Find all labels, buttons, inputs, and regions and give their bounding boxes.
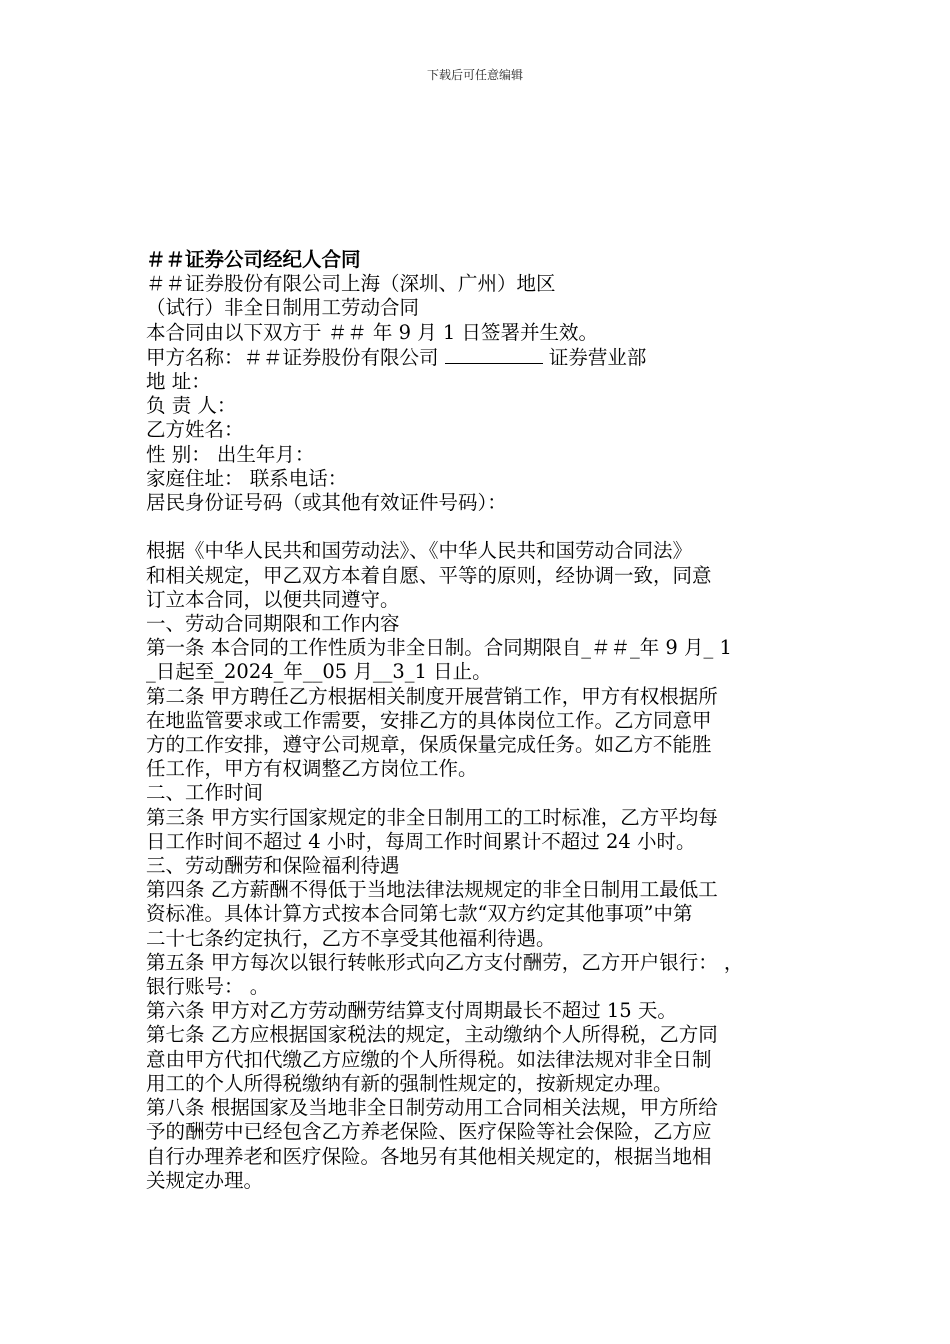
paragraph-line: 在地监管要求或工作需要，安排乙方的具体岗位工作。乙方同意甲: [146, 708, 712, 732]
paragraph-line: 第五条 甲方每次以银行转帐形式向乙方支付酬劳，乙方开户银行： ，: [146, 950, 744, 974]
paragraph-line: 任工作，甲方有权调整乙方岗位工作。: [146, 757, 478, 781]
paragraph-line: 意由甲方代扣代缴乙方应缴的个人所得税。如法律法规对非全日制: [146, 1047, 712, 1071]
subtitle-company: ＃＃证券股份有限公司上海（深圳、广州）地区: [146, 272, 556, 296]
paragraph-line: 方的工作安排，遵守公司规章，保质保量完成任务。如乙方不能胜: [146, 733, 712, 757]
party-b-line: 乙方姓名：: [146, 418, 244, 442]
paragraph-line: 第四条 乙方薪酬不得低于当地法律法规规定的非全日制用工最低工: [146, 878, 718, 902]
paragraph-line: 第三条 甲方实行国家规定的非全日制用工的工时标准，乙方平均每: [146, 805, 718, 829]
paragraph-line: 日工作时间不超过 4 小时，每周工作时间累计不超过 24 小时。: [146, 829, 696, 853]
idcard-line: 居民身份证号码（或其他有效证件号码）：: [146, 491, 507, 515]
contract-body: [146, 248, 816, 1193]
party-a-prefix: 甲方名称：＃＃证券股份有限公司: [146, 345, 445, 369]
contract-paragraphs: [146, 539, 816, 1192]
document-title: ＃＃证券公司经纪人合同: [146, 248, 361, 271]
paragraph-line: 第一条 本合同的工作性质为非全日制。合同期限自_＃＃_年 9 月_ 1: [146, 636, 732, 660]
intro-line: 本合同由以下双方于 ＃＃ 年 9 月 1 日签署并生效。: [146, 320, 599, 344]
home-line: 家庭住址： 联系电话：: [146, 466, 348, 490]
page-header: 下载后可任意编辑: [426, 68, 523, 82]
paragraph-line: 二、工作时间: [146, 781, 264, 805]
paragraph-line: 自行办理养老和医疗保险。各地另有其他相关规定的，根据当地相: [146, 1144, 712, 1168]
paragraph-line: 第二条 甲方聘任乙方根据相关制度开展营销工作，甲方有权根据所: [146, 684, 718, 708]
paragraph-line: 第六条 甲方对乙方劳动酬劳结算支付周期最长不超过 15 天。: [146, 999, 677, 1023]
blank-line: [146, 515, 816, 539]
paragraph-line: 三、劳动酬劳和保险福利待遇: [146, 854, 400, 878]
paragraph-line: 一、劳动合同期限和工作内容: [146, 612, 400, 636]
party-a-line: [146, 345, 816, 370]
gender-line: 性 别： 出生年月：: [146, 442, 315, 466]
leader-line: 负 责 人：: [146, 394, 237, 418]
paragraph-line: 订立本合同，以便共同遵守。: [146, 587, 400, 611]
paragraph-line: 资标准。具体计算方式按本合同第七款“双方约定其他事项”中第: [146, 902, 693, 926]
paragraph-line: 根据《中华人民共和国劳动法》、《中华人民共和国劳动合同法》: [146, 539, 693, 563]
paragraph-line: _日起至_2024_年__05 月__3_1 日止。: [146, 660, 492, 684]
paragraph-line: 二十七条约定执行，乙方不享受其他福利待遇。: [146, 926, 556, 950]
paragraph-line: 用工的个人所得税缴纳有新的强制性规定的，按新规定办理。: [146, 1071, 673, 1095]
paragraph-line: 予的酬劳中已经包含乙方养老保险、医疗保险等社会保险，乙方应: [146, 1120, 712, 1144]
blank-underline: [445, 345, 543, 364]
paragraph-line: 和相关规定，甲乙双方本着自愿、平等的原则，经协调一致，同意: [146, 563, 712, 587]
paragraph-line: 关规定办理。: [146, 1168, 264, 1192]
paragraph-line: 第八条 根据国家及当地非全日制劳动用工合同相关法规，甲方所给: [146, 1096, 718, 1120]
paragraph-line: 第七条 乙方应根据国家税法的规定，主动缴纳个人所得税，乙方同: [146, 1023, 718, 1047]
party-a-suffix: 证券营业部: [542, 345, 647, 369]
address-line: 地 址：: [146, 370, 211, 394]
subtitle-contract-type: （试行）非全日制用工劳动合同: [146, 296, 420, 320]
paragraph-line: 银行账号： 。: [146, 975, 270, 999]
